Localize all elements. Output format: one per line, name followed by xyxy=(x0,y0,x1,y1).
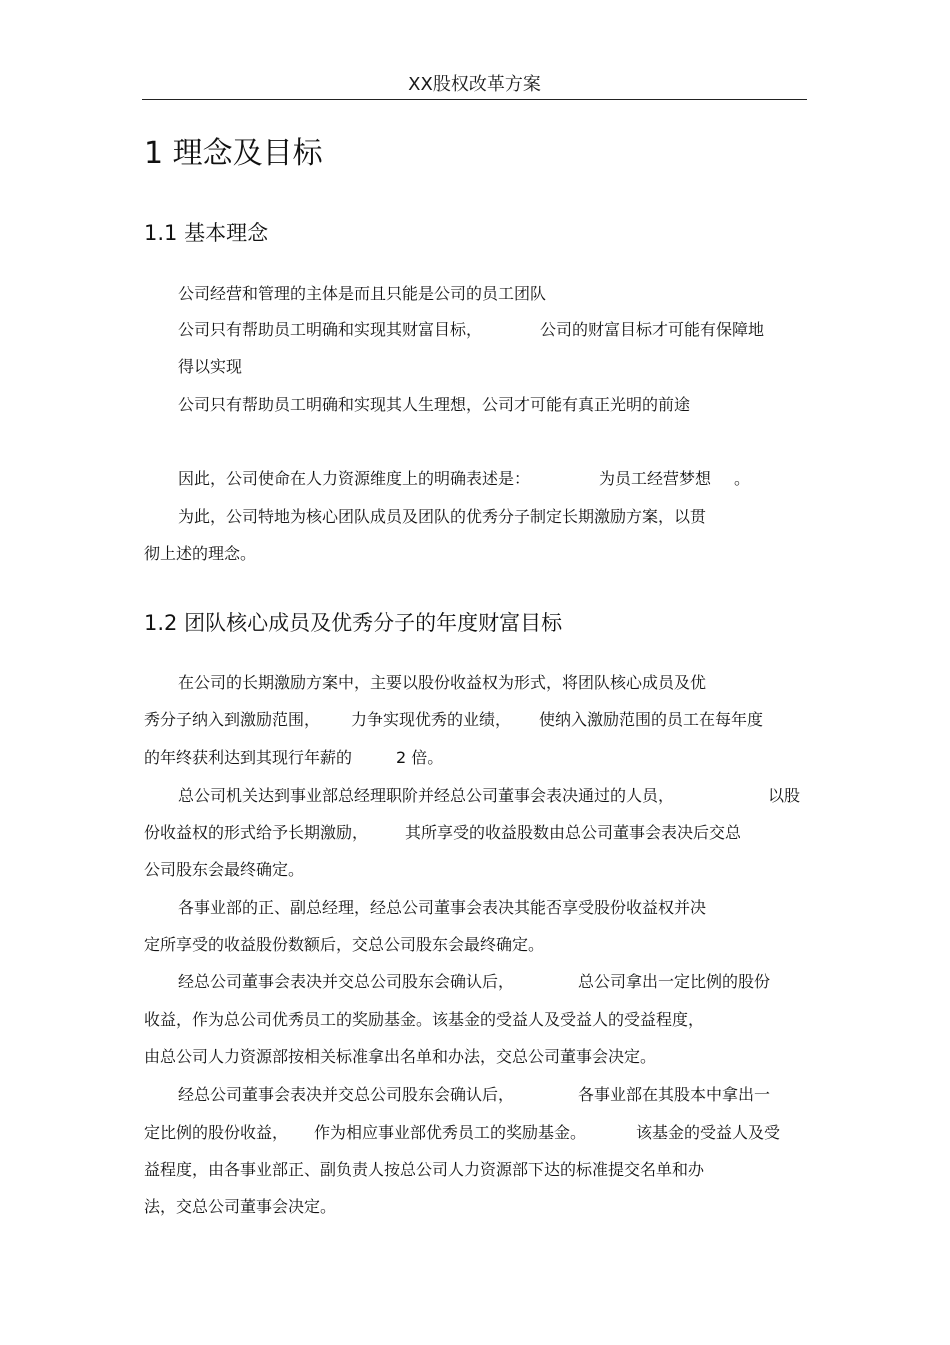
header-divider xyxy=(142,99,807,100)
section-1-heading: 1 理念及目标 xyxy=(144,136,323,171)
paragraph-line: 以股 xyxy=(768,786,801,805)
paragraph-line: 总公司拿出一定比例的股份 xyxy=(578,972,771,991)
paragraph-line: 在公司的长期激励方案中，主要以股份收益权为形式，将团队核心成员及优 xyxy=(178,673,707,692)
paragraph-line: 该基金的受益人及受 xyxy=(636,1123,781,1142)
section-1-2-heading: 1.2 团队核心成员及优秀分子的年度财富目标 xyxy=(144,611,563,635)
section-1-1-heading: 1.1 基本理念 xyxy=(144,221,269,245)
paragraph-line: 秀分子纳入到激励范围， xyxy=(144,710,321,729)
paragraph-line: 作为相应事业部优秀员工的奖励基金。 xyxy=(314,1123,587,1142)
paragraph-line: 力争实现优秀的业绩， xyxy=(351,710,512,729)
paragraph-line: 各事业部的正、副总经理，经总公司董事会表决其能否享受股份收益权并决 xyxy=(178,898,707,917)
paragraph-line: 收益，作为总公司优秀员工的奖励基金。该基金的受益人及受益人的受益程度， xyxy=(144,1010,705,1029)
paragraph-punctuation: 。 xyxy=(734,469,751,488)
paragraph-line: 各事业部在其股本中拿出一 xyxy=(578,1085,771,1104)
paragraph-line: 公司股东会最终确定。 xyxy=(144,860,305,879)
paragraph-line: 2 倍。 xyxy=(396,748,444,767)
paragraph-line: 彻上述的理念。 xyxy=(144,544,257,563)
paragraph-line: 法，交总公司董事会决定。 xyxy=(144,1197,337,1216)
paragraph-line: 公司只有帮助员工明确和实现其财富目标， xyxy=(178,320,483,339)
mission-statement: 为员工经营梦想 xyxy=(599,469,712,488)
paragraph-line: 经总公司董事会表决并交总公司股东会确认后， xyxy=(178,972,515,991)
paragraph-line: 由总公司人力资源部按相关标准拿出名单和办法，交总公司董事会决定。 xyxy=(144,1047,657,1066)
paragraph-line: 为此，公司特地为核心团队成员及团队的优秀分子制定长期激励方案，以贯 xyxy=(178,507,707,526)
paragraph-line: 定所享受的收益股份数额后，交总公司股东会最终确定。 xyxy=(144,935,545,954)
paragraph-line: 定比例的股份收益， xyxy=(144,1123,289,1142)
paragraph-line: 的年终获利达到其现行年薪的 xyxy=(144,748,353,767)
paragraph-line: 公司经营和管理的主体是而且只能是公司的员工团队 xyxy=(178,284,547,303)
document-header-title: XX股权改革方案 xyxy=(408,74,541,95)
paragraph-line: 益程度，由各事业部正、副负责人按总公司人力资源部下达的标准提交名单和办 xyxy=(144,1160,705,1179)
paragraph-line: 得以实现 xyxy=(178,357,243,376)
paragraph-line: 总公司机关达到事业部总经理职阶并经总公司董事会表决通过的人员， xyxy=(178,786,675,805)
paragraph-line: 其所享受的收益股数由总公司董事会表决后交总 xyxy=(405,823,742,842)
paragraph-line: 使纳入激励范围的员工在每年度 xyxy=(539,710,764,729)
paragraph-line: 因此，公司使命在人力资源维度上的明确表述是： xyxy=(178,469,531,488)
paragraph-line: 公司的财富目标才可能有保障地 xyxy=(540,320,765,339)
paragraph-line: 经总公司董事会表决并交总公司股东会确认后， xyxy=(178,1085,515,1104)
paragraph-line: 公司只有帮助员工明确和实现其人生理想，公司才可能有真正光明的前途 xyxy=(178,395,691,414)
paragraph-line: 份收益权的形式给予长期激励， xyxy=(144,823,369,842)
